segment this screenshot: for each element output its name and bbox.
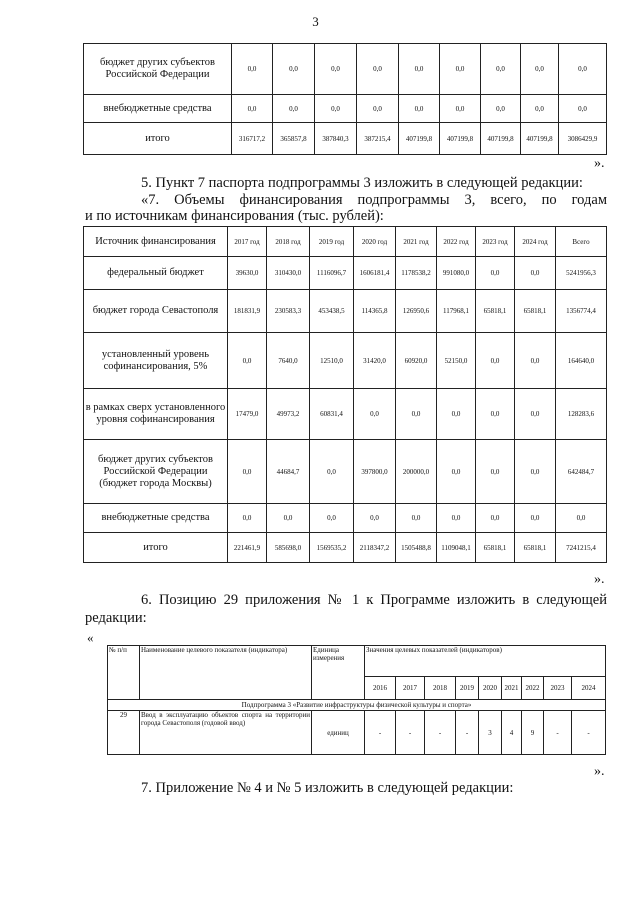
- cell: 7241215,4: [556, 533, 607, 563]
- cell: 3086429,9: [559, 123, 607, 155]
- header-indicator-name: Наименование целевого показателя (индикатора): [140, 646, 312, 700]
- cell: 407199,8: [481, 123, 521, 155]
- cell: 0,0: [232, 44, 273, 95]
- header-year: 2016: [365, 677, 396, 700]
- cell: 365857,8: [273, 123, 315, 155]
- paragraph-6-line2: редакции:: [85, 610, 147, 626]
- cell: 12510,0: [310, 333, 354, 389]
- cell: 0,0: [521, 95, 559, 123]
- cell: 0,0: [399, 44, 440, 95]
- cell: 1116096,7: [310, 257, 354, 290]
- cell: 0,0: [267, 504, 310, 533]
- row-unit: единиц: [312, 711, 365, 755]
- cell: 1606181,4: [354, 257, 396, 290]
- cell: 316717,2: [232, 123, 273, 155]
- cell: 3: [479, 711, 502, 755]
- cell: 0,0: [559, 95, 607, 123]
- row-indicator-name: Ввод в эксплуатацию объектов спорта на территории города Севастополя (годовой ввод): [140, 711, 312, 755]
- cell: 52150,0: [437, 333, 476, 389]
- table-header-row: [108, 646, 606, 677]
- table-row: [84, 533, 607, 563]
- header-unit: Единица измерения: [312, 646, 365, 700]
- row-label: итого: [84, 533, 228, 563]
- table-row: [84, 95, 607, 123]
- cell: 0,0: [476, 257, 515, 290]
- cell: 1109048,1: [437, 533, 476, 563]
- table-row: [84, 123, 607, 155]
- cell: 0,0: [273, 95, 315, 123]
- row-label: внебюджетные средства: [84, 504, 228, 533]
- row-label: федеральный бюджет: [84, 257, 228, 290]
- cell: -: [365, 711, 396, 755]
- cell: 0,0: [228, 333, 267, 389]
- subprogram-row: [108, 700, 606, 711]
- cell: 0,0: [232, 95, 273, 123]
- cell: -: [425, 711, 456, 755]
- row-label: в рамках сверх установленного уровня софинансирования: [84, 389, 228, 440]
- table-row: [84, 440, 607, 504]
- cell: 0,0: [315, 44, 357, 95]
- header-year: 2021 год: [396, 227, 437, 257]
- cell: 0,0: [310, 440, 354, 504]
- table-funding-continued: [83, 43, 607, 155]
- cell: 0,0: [354, 504, 396, 533]
- cell: 407199,8: [399, 123, 440, 155]
- cell: 1569535,2: [310, 533, 354, 563]
- cell: 200000,0: [396, 440, 437, 504]
- header-year: 2023 год: [476, 227, 515, 257]
- cell: 0,0: [481, 95, 521, 123]
- header-number: № п/п: [108, 646, 140, 700]
- cell: 0,0: [476, 389, 515, 440]
- cell: 0,0: [357, 95, 399, 123]
- cell: 387215,4: [357, 123, 399, 155]
- cell: 0,0: [399, 95, 440, 123]
- cell: 310430,0: [267, 257, 310, 290]
- header-values: Значения целевых показателей (индикаторов): [365, 646, 606, 677]
- cell: 0,0: [437, 389, 476, 440]
- cell: 7640,0: [267, 333, 310, 389]
- paragraph-5-quote-line1: «7. Объемы финансирования подпрограммы 3, всего, по годам: [141, 192, 607, 208]
- cell: 0,0: [440, 95, 481, 123]
- header-year: 2017 год: [228, 227, 267, 257]
- cell: 0,0: [228, 504, 267, 533]
- cell: 0,0: [515, 504, 556, 533]
- closing-quote: ».: [594, 572, 605, 587]
- cell: 17479,0: [228, 389, 267, 440]
- header-year: 2019: [456, 677, 479, 700]
- cell: 126950,6: [396, 290, 437, 333]
- table-row: [84, 333, 607, 389]
- cell: 0,0: [515, 440, 556, 504]
- cell: 0,0: [228, 440, 267, 504]
- cell: 407199,8: [521, 123, 559, 155]
- cell: 65818,1: [476, 533, 515, 563]
- cell: 65818,1: [476, 290, 515, 333]
- table-funding-subprogram-3: [83, 226, 607, 563]
- cell: 0,0: [440, 44, 481, 95]
- cell: 164640,0: [556, 333, 607, 389]
- cell: 0,0: [396, 504, 437, 533]
- row-number: 29: [108, 711, 140, 755]
- opening-quote: «: [87, 630, 94, 645]
- header-total: Всего: [556, 227, 607, 257]
- header-year: 2022 год: [437, 227, 476, 257]
- closing-quote: ».: [594, 156, 605, 171]
- table-row: [84, 257, 607, 290]
- cell: 0,0: [476, 333, 515, 389]
- cell: 0,0: [515, 257, 556, 290]
- paragraph-7: 7. Приложение № 4 и № 5 изложить в следующей редакции:: [141, 780, 514, 796]
- header-year: 2023: [544, 677, 572, 700]
- cell: 0,0: [437, 504, 476, 533]
- cell: -: [572, 711, 606, 755]
- paragraph-6-line1: 6. Позицию 29 приложения № 1 к Программе изложить в следующей: [141, 592, 607, 608]
- header-year: 2018: [425, 677, 456, 700]
- row-label: внебюджетные средства: [84, 95, 232, 123]
- cell: -: [396, 711, 425, 755]
- header-year: 2018 год: [267, 227, 310, 257]
- table-row: [108, 711, 606, 755]
- cell: 991080,0: [437, 257, 476, 290]
- cell: 407199,8: [440, 123, 481, 155]
- header-year: 2021: [502, 677, 522, 700]
- cell: 44684,7: [267, 440, 310, 504]
- cell: 117968,1: [437, 290, 476, 333]
- cell: 4: [502, 711, 522, 755]
- cell: 0,0: [396, 389, 437, 440]
- cell: 0,0: [476, 440, 515, 504]
- cell: 453438,5: [310, 290, 354, 333]
- header-year: 2022: [522, 677, 544, 700]
- table-row: [84, 290, 607, 333]
- page-number: 3: [312, 14, 319, 29]
- cell: 0,0: [357, 44, 399, 95]
- cell: 60831,4: [310, 389, 354, 440]
- subprogram-title: Подпрограмма 3 «Развитие инфраструктуры физической культуры и спорта»: [108, 700, 606, 711]
- row-label: итого: [84, 123, 232, 155]
- paragraph-5: 5. Пункт 7 паспорта подпрограммы 3 изложить в следующей редакции:: [141, 175, 583, 191]
- cell: 387840,3: [315, 123, 357, 155]
- cell: 31420,0: [354, 333, 396, 389]
- row-label: бюджет других субъектов Российской Федерации: [84, 44, 232, 95]
- cell: 0,0: [515, 389, 556, 440]
- cell: 585698,0: [267, 533, 310, 563]
- header-year: 2020: [479, 677, 502, 700]
- cell: 1505488,8: [396, 533, 437, 563]
- header-year: 2019 год: [310, 227, 354, 257]
- cell: -: [544, 711, 572, 755]
- cell: 39630,0: [228, 257, 267, 290]
- cell: 221461,9: [228, 533, 267, 563]
- table-row: [84, 504, 607, 533]
- cell: 60920,0: [396, 333, 437, 389]
- cell: 128283,6: [556, 389, 607, 440]
- header-year: 2024 год: [515, 227, 556, 257]
- cell: 49973,2: [267, 389, 310, 440]
- cell: 9: [522, 711, 544, 755]
- row-label: бюджет других субъектов Российской Федерации (бюджет города Москвы): [84, 440, 228, 504]
- header-year: 2024: [572, 677, 606, 700]
- cell: 0,0: [476, 504, 515, 533]
- header-year: 2017: [396, 677, 425, 700]
- cell: 0,0: [521, 44, 559, 95]
- cell: 0,0: [354, 389, 396, 440]
- cell: 0,0: [273, 44, 315, 95]
- cell: 65818,1: [515, 290, 556, 333]
- cell: 65818,1: [515, 533, 556, 563]
- cell: 181831,9: [228, 290, 267, 333]
- table-header-row: [84, 227, 607, 257]
- cell: 0,0: [559, 44, 607, 95]
- cell: 1178538,2: [396, 257, 437, 290]
- cell: 0,0: [515, 333, 556, 389]
- paragraph-5-quote-line2: и по источникам финансирования (тыс. рублей):: [85, 208, 384, 224]
- cell: -: [456, 711, 479, 755]
- cell: 5241956,3: [556, 257, 607, 290]
- row-label: бюджет города Севастополя: [84, 290, 228, 333]
- cell: 0,0: [310, 504, 354, 533]
- table-row: [84, 44, 607, 95]
- header-source: Источник финансирования: [84, 227, 228, 257]
- cell: 2118347,2: [354, 533, 396, 563]
- table-row: [84, 389, 607, 440]
- cell: 114365,8: [354, 290, 396, 333]
- table-target-indicators: [107, 645, 606, 755]
- cell: 397800,0: [354, 440, 396, 504]
- row-label: установленный уровень софинансирования, 5%: [84, 333, 228, 389]
- closing-quote: ».: [594, 764, 605, 779]
- header-year: 2020 год: [354, 227, 396, 257]
- cell: 0,0: [437, 440, 476, 504]
- cell: 230583,3: [267, 290, 310, 333]
- cell: 642484,7: [556, 440, 607, 504]
- cell: 0,0: [556, 504, 607, 533]
- cell: 0,0: [481, 44, 521, 95]
- cell: 1356774,4: [556, 290, 607, 333]
- cell: 0,0: [315, 95, 357, 123]
